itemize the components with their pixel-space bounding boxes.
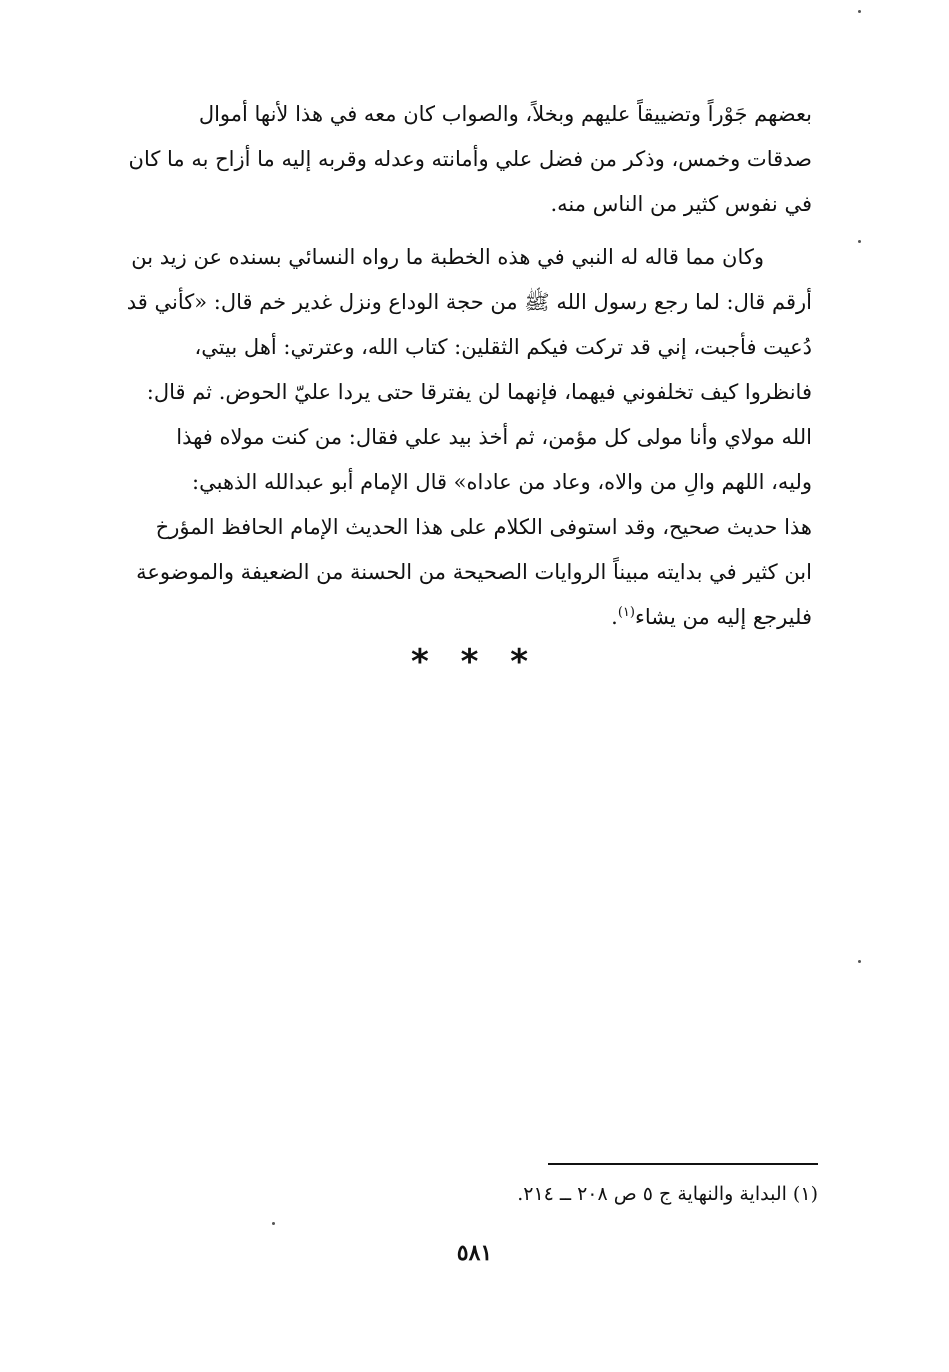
paragraph-2-line-6: وليه، اللهم والِ من والاه، وعاد من عاداه» قال الإمام أبو عبدالله الذهبي: — [192, 470, 812, 494]
paragraph-2-line-9-text: فليرجع إليه من يشاء — [634, 605, 812, 629]
paragraph-2-line-9 — [108, 595, 812, 640]
paragraph-1-line-1: بعضهم جَوْراً وتضييقاً عليهم وبخلاً، والصواب كان معه في هذا لأنها أموال — [198, 102, 812, 126]
paragraph-2-trailing-period: . — [611, 605, 618, 629]
scan-speck — [858, 960, 861, 963]
scan-speck — [272, 1222, 275, 1225]
page-number: ٥٨١ — [456, 1240, 493, 1266]
scan-speck — [858, 10, 861, 13]
paragraph-2-line-3: دُعيت فأجبت، إني قد تركت فيكم الثقلين: كتاب الله، وعترتي: أهل بيتي، — [194, 335, 812, 359]
paragraph-2 — [108, 235, 812, 640]
paragraph-1-line-3: في نفوس كثير من الناس منه. — [550, 192, 812, 216]
paragraph-2-line-4: فانظروا كيف تخلفوني فيهما، فإنهما لن يفترقا حتى يردا عليّ الحوض. ثم قال: — [146, 380, 812, 404]
paragraph-1-line-2: صدقات وخمس، وذكر من فضل علي وأمانته وعدله وقربه إليه ما أزاح به ما كان — [128, 147, 812, 171]
scan-speck — [858, 240, 861, 243]
paragraph-2-line-2: أرقم قال: لما رجع رسول الله ﷺ من حجة الوداع ونزل غدير خم قال: «كأني قد — [126, 290, 812, 314]
footnote: (١) البداية والنهاية ج ٥ ص ٢٠٨ ــ ٢١٤. — [517, 1183, 818, 1205]
footnote-marker[interactable]: (١) — [617, 605, 635, 620]
section-separator: * * * — [410, 642, 538, 682]
paragraph-1 — [108, 92, 812, 227]
paragraph-2-line-8: ابن كثير في بدايته مبيناً الروايات الصحيحة من الحسنة من الضعيفة والموضوعة — [136, 560, 812, 584]
paragraph-2-line-5: الله مولاي وأنا مولى كل مؤمن، ثم أخذ بيد علي فقال: من كنت مولاه فهذا — [176, 425, 812, 449]
paragraph-2-line-1: وكان مما قاله له النبي في هذه الخطبة ما رواه النسائي بسنده عن زيد بن — [131, 245, 764, 269]
paragraph-2-line-7: هذا حديث صحيح، وقد استوفى الكلام على هذا الحديث الإمام الحافظ المؤرخ — [155, 515, 812, 539]
footnote-divider — [548, 1163, 818, 1165]
